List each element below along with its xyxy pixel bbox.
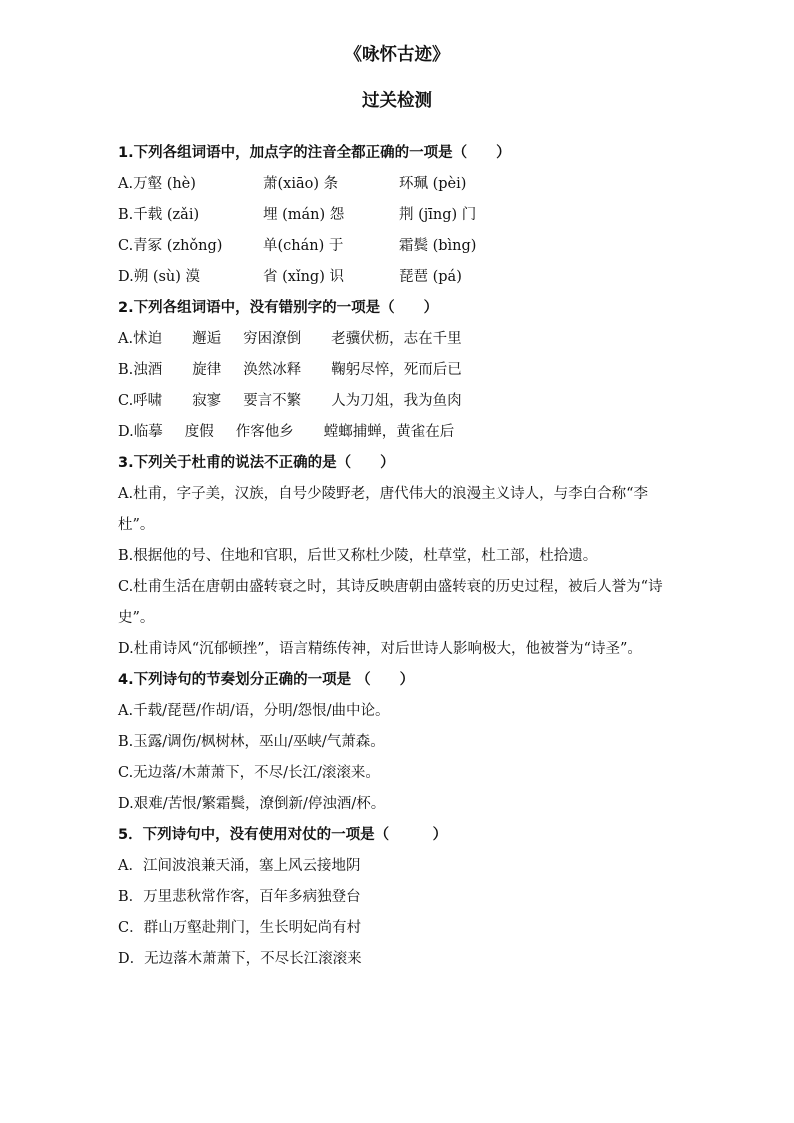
option-text: 要言不繁 [243,393,302,409]
page-subtitle: 过关检测 [362,91,432,111]
option-text: 萧(xiāo) 条 [263,176,339,192]
question-2-option-c [118,386,676,417]
option-text: D.临摹 [118,424,163,440]
option-text: 穷困潦倒 [243,331,302,347]
question-4-option-b: B.玉露/调伤/枫树林，巫山/巫峡/气萧森。 [118,734,385,750]
question-2-option-a [118,324,676,355]
option-text: 埋 (mán) 怨 [263,207,345,223]
option-text: A.怵迫 [118,331,163,347]
question-1-option-c [118,231,676,262]
option-text: 人为刀俎，我为鱼肉 [331,393,462,409]
option-text: 螳螂捕蝉，黄雀在后 [323,424,455,440]
question-1-option-b [118,200,676,231]
option-text: A.万壑 (hè) [118,176,196,192]
option-text: B.浊酒 [118,362,163,378]
question-5-option-a: A．江间波浪兼天涌，塞上风云接地阴 [118,858,361,874]
option-text: B.千载 (zǎi) [118,207,200,223]
question-5-option-b: B．万里悲秋常作客，百年多病独登台 [118,889,361,905]
question-list [118,138,676,975]
question-3-stem: 3.下列关于杜甫的说法不正确的是（ ） [118,455,395,471]
question-1 [118,138,676,293]
question-2-stem: 2.下列各组词语中，没有错别字的一项是（ ） [118,300,439,316]
question-5 [118,820,676,975]
question-1-stem: 1.下列各组词语中，加点字的注音全都正确的一项是（ ） [118,145,511,161]
option-text: 琵琶 (pá) [399,269,462,285]
question-3-option-c: C.杜甫生活在唐朝由盛转衰之时，其诗反映唐朝由盛转衰的历史过程，被后人誉为“诗史”。 [118,579,663,626]
question-4-option-a: A.千载/琵琶/作胡/语，分明/怨恨/曲中论。 [118,703,390,719]
option-text: 荆 (jīng) 门 [399,207,477,223]
question-2-option-b [118,355,676,386]
question-4 [118,665,676,820]
question-3-option-d: D.杜甫诗风“沉郁顿挫”，语言精练传神，对后世诗人影响极大，他被誉为“诗圣”。 [118,641,642,657]
option-text: 寂寥 [192,393,222,409]
question-1-option-a [118,169,676,200]
question-3 [118,448,676,665]
option-text: 省 (xǐng) 识 [263,269,344,285]
option-text: C.青冢 (zhǒng) [118,238,223,254]
question-5-stem: 5．下列诗句中，没有使用对仗的一项是（ ） [118,827,448,843]
option-text: D.朔 (sù) 漠 [118,269,201,285]
option-text: 霜鬓 (bìng) [399,238,477,254]
option-text: 单(chán) 于 [263,238,344,254]
question-5-option-d: D．无边落木萧萧下，不尽长江滚滚来 [118,951,362,967]
option-text: 旋律 [192,362,222,378]
question-5-option-c: C．群山万壑赴荆门，生长明妃尚有村 [118,920,362,936]
option-text: 涣然冰释 [243,362,302,378]
question-2 [118,293,676,448]
question-4-option-c: C.无边落/木萧萧下，不尽/长江/滚滚来。 [118,765,380,781]
option-text: 老骥伏枥，志在千里 [331,331,462,347]
option-text: 度假 [184,424,214,440]
page-title: 《咏怀古迹》 [344,45,450,65]
question-2-option-d [118,417,676,448]
question-4-stem: 4.下列诗句的节奏划分正确的一项是 （ ） [118,672,415,688]
question-1-option-d [118,262,676,293]
question-3-option-a: A.杜甫，字子美，汉族，自号少陵野老，唐代伟大的浪漫主义诗人，与李白合称“李杜”。 [118,486,648,533]
option-text: C.呼啸 [118,393,163,409]
option-text: 环珮 (pèi) [399,176,467,192]
option-text: 作客他乡 [235,424,294,440]
option-text: 鞠躬尽悴，死而后已 [331,362,462,378]
question-3-option-b: B.根据他的号、住地和官职，后世又称杜少陵，杜草堂，杜工部，杜拾遗。 [118,548,598,564]
option-text: 邂逅 [192,331,222,347]
question-4-option-d: D.艰难/苦恨/繁霜鬓，潦倒新/停浊酒/杯。 [118,796,386,812]
